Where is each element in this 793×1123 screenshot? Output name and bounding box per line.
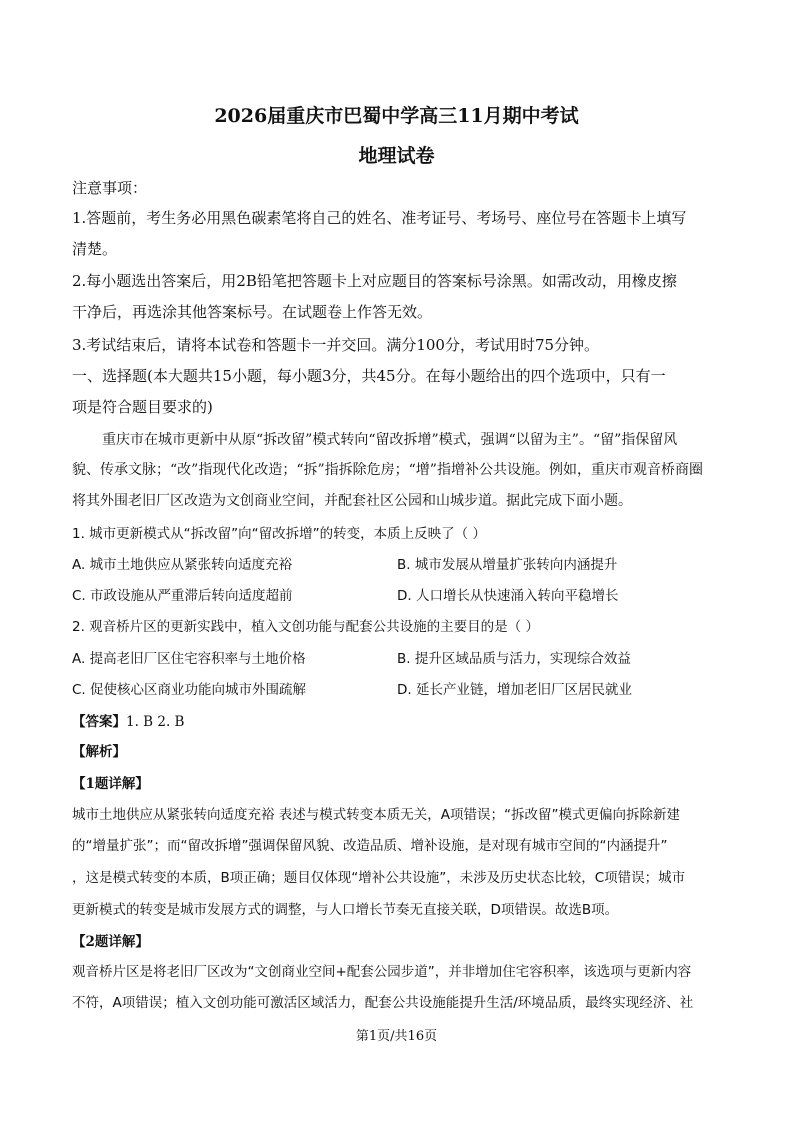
notice-item-3-line-1: 3.考试结束后，请将本试卷和答题卡一并交回。满分100分，考试用时75分钟。: [72, 336, 600, 354]
section-heading-line-1: 一、选择题(本大题共15小题，每小题3分，共45分。在每小题给出的四个选项中，只有一: [72, 367, 666, 385]
section-heading-line-2: 项是符合题目要求的): [72, 398, 213, 416]
answer-text: 1. B 2. B: [126, 714, 185, 730]
question-1-option-b: B. 城市发展从增量扩张转向内涵提升: [397, 557, 618, 573]
question-1-option-c: C. 市政设施从严重滞后转向适度超前: [72, 588, 293, 604]
analysis-tag: 【解析】: [72, 744, 126, 760]
detail-1-line-3: ，这是模式转变的本质，B项正确；题目仅体现“增补公共设施”，未涉及历史状态比较，C项错误；城市: [72, 870, 686, 886]
question-2-option-b: B. 提升区域品质与活力，实现综合效益: [397, 651, 631, 667]
question-2-option-c: C. 促使核心区商业功能向城市外围疏解: [72, 682, 307, 698]
detail-2-tag: 【2题详解】: [72, 934, 149, 950]
passage-line-1: 重庆市在城市更新中从原“拆改留”模式转向“留改拆增”模式，强调“以留为主”。“留”指保留风: [102, 432, 678, 448]
question-2-stem: 2. 观音桥片区的更新实践中，植入文创功能与配套公共设施的主要目的是（ ）: [72, 619, 539, 635]
detail-1-line-2: 的“增量扩张”；而“留改拆增”强调保留风貌、改造品质、增补设施，是对现有城市空间的“内涵提升”: [72, 838, 668, 854]
notice-item-2-line-1: 2.每小题选出答案后，用2B铅笔把答题卡上对应题目的答案标号涂黑。如需改动，用橡皮擦: [72, 272, 677, 290]
detail-1-tag: 【1题详解】: [72, 776, 149, 792]
notice-item-1-line-1: 1.答题前，考生务必用黑色碳素笔将自己的姓名、准考证号、考场号、座位号在答题卡上填写: [72, 209, 687, 227]
question-1-option-a: A. 城市土地供应从紧张转向适度充裕: [72, 557, 293, 573]
notice-heading: 注意事项：: [72, 179, 148, 197]
detail-1-line-1: 城市土地供应从紧张转向适度充裕 表述与模式转变本质无关，A项错误；“拆改留”模式更偏向拆除新建: [72, 807, 681, 823]
answer-tag: 【答案】: [72, 714, 126, 730]
passage-line-3: 将其外围老旧厂区改造为文创商业空间，并配套社区公园和山城步道。据此完成下面小题。: [72, 493, 632, 509]
question-2-option-a: A. 提高老旧厂区住宅容积率与土地价格: [72, 651, 306, 667]
page-subtitle: 地理试卷: [358, 145, 435, 167]
passage-line-2: 貌、传承文脉；“改”指现代化改造；“拆”指拆除危房；“增”指增补公共设施。例如，重庆市观音桥商圈: [72, 462, 703, 478]
answer-line: [72, 710, 184, 730]
detail-2-line-1: 观音桥片区是将老旧厂区改为“文创商业空间+配套公园步道”，并非增加住宅容积率，该选项与更新内容: [72, 964, 692, 980]
detail-2-line-2: 不符，A项错误；植入文创功能可激活区域活力，配套公共设施能提升生活/环境品质，最终实现经济、社: [72, 995, 694, 1011]
notice-item-2-line-2: 干净后，再选涂其他答案标号。在试题卷上作答无效。: [72, 303, 433, 321]
question-2-option-d: D. 延长产业链，增加老旧厂区居民就业: [397, 682, 632, 698]
question-1-option-d: D. 人口增长从快速涌入转向平稳增长: [397, 588, 619, 604]
question-1-stem: 1. 城市更新模式从“拆改留”向“留改拆增”的转变，本质上反映了（ ）: [72, 526, 486, 542]
page-title: 2026届重庆市巴蜀中学高三11月期中考试: [214, 105, 579, 127]
page-footer: 第1页/共16页: [355, 1029, 438, 1044]
notice-item-1-line-2: 清楚。: [72, 240, 118, 258]
detail-1-line-4: 更新模式的转变是城市发展方式的调整，与人口增长节奏无直接关联，D项错误。故选B项。: [72, 902, 619, 918]
